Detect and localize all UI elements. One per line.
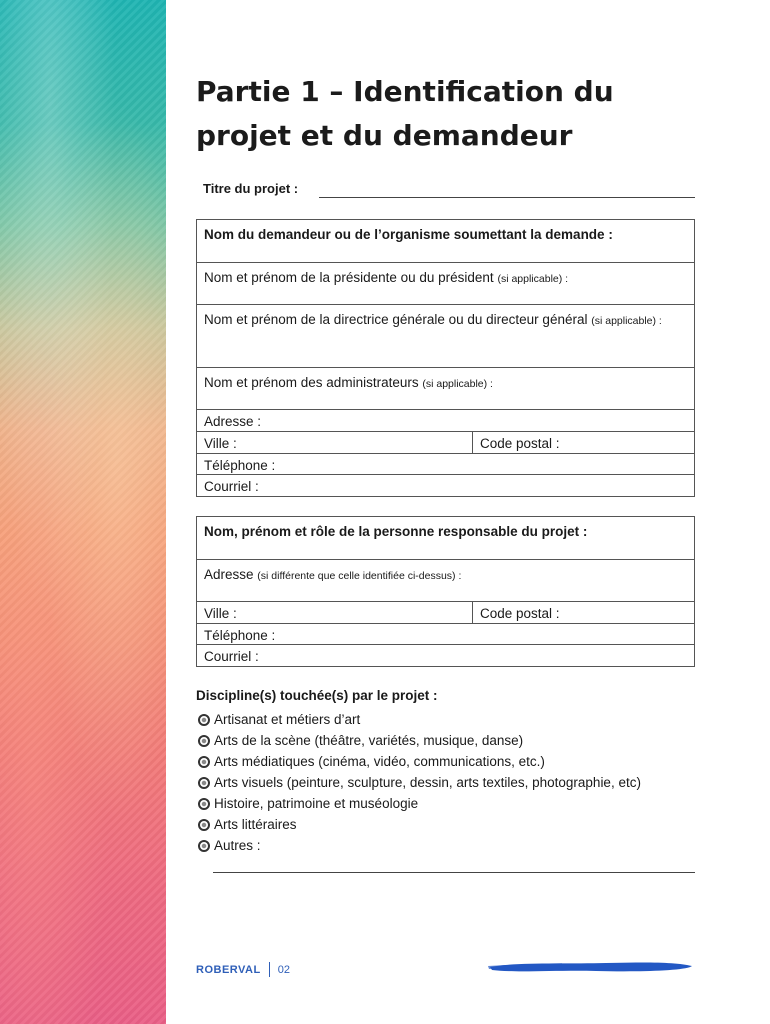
- manager-address-field[interactable]: [197, 560, 694, 602]
- address-field[interactable]: [197, 410, 694, 432]
- radio-button-icon[interactable]: [198, 840, 210, 852]
- discipline-label: Arts visuels (peinture, sculpture, dessin, arts textiles, photographie, etc): [214, 775, 641, 790]
- discipline-option[interactable]: [198, 730, 641, 751]
- project-title-label: Titre du projet :: [203, 181, 299, 196]
- manager-city-postal-row: [197, 602, 694, 624]
- discipline-option[interactable]: [198, 709, 641, 730]
- manager-email-label: Courriel :: [204, 649, 259, 664]
- applicant-info-table: [196, 219, 695, 497]
- manager-address-note: (si différente que celle identifiée ci-dessus) :: [257, 570, 462, 582]
- project-title-field[interactable]: [319, 197, 695, 198]
- page-number: 02: [277, 963, 290, 976]
- manager-phone-label: Téléphone :: [204, 628, 276, 643]
- radio-button-icon[interactable]: [198, 798, 210, 810]
- president-name-label: Nom et prénom de la présidente ou du président: [204, 270, 494, 285]
- manager-phone-field[interactable]: [197, 624, 694, 645]
- manager-email-field[interactable]: [197, 645, 694, 666]
- radio-button-icon[interactable]: [198, 819, 210, 831]
- radio-button-icon[interactable]: [198, 735, 210, 747]
- decorative-watercolor-panel: [0, 0, 166, 1024]
- administrators-label: Nom et prénom des administrateurs: [204, 375, 419, 390]
- project-manager-table: [196, 516, 695, 667]
- disciplines-title: Discipline(s) touchée(s) par le projet :: [196, 688, 438, 703]
- discipline-label: Histoire, patrimoine et muséologie: [214, 796, 419, 811]
- manager-name-field[interactable]: [197, 517, 694, 560]
- phone-field[interactable]: [197, 454, 694, 475]
- address-label: Adresse :: [204, 414, 262, 429]
- director-name-label: Nom et prénom de la directrice générale ou du directeur général: [204, 312, 588, 327]
- director-name-field[interactable]: [197, 305, 694, 368]
- discipline-option[interactable]: [198, 751, 641, 772]
- city-postal-row: [197, 432, 694, 454]
- project-title-row: [203, 180, 695, 200]
- discipline-label: Arts littéraires: [214, 817, 297, 832]
- director-note: (si applicable) :: [591, 315, 662, 327]
- organisation-name-label: Nom du demandeur ou de l’organisme soumettant la demande :: [204, 227, 613, 242]
- disciplines-list: [198, 709, 641, 856]
- email-field[interactable]: [197, 475, 694, 496]
- radio-button-icon[interactable]: [198, 777, 210, 789]
- email-label: Courriel :: [204, 479, 259, 494]
- other-discipline-field[interactable]: [213, 872, 695, 873]
- president-note: (si applicable) :: [497, 273, 569, 285]
- postal-code-label: Code postal :: [480, 436, 560, 451]
- discipline-option[interactable]: [198, 793, 641, 814]
- discipline-label: Arts médiatiques (cinéma, vidéo, communications, etc.): [214, 754, 545, 769]
- discipline-option[interactable]: [198, 772, 641, 793]
- brand-name: ROBERVAL: [196, 963, 261, 976]
- city-label: Ville :: [204, 436, 237, 451]
- page-title: Partie 1 – Identification du projet et du demandeur: [196, 75, 614, 152]
- manager-name-label: Nom, prénom et rôle de la personne responsable du projet :: [204, 524, 588, 539]
- postal-code-field[interactable]: [473, 432, 567, 453]
- manager-address-label: Adresse: [204, 567, 254, 582]
- page-footer: [196, 962, 290, 977]
- discipline-label: Artisanat et métiers d’art: [214, 712, 361, 727]
- administrators-note: (si applicable) :: [422, 378, 493, 390]
- discipline-label: Autres :: [214, 838, 261, 853]
- discipline-option-other[interactable]: [198, 835, 641, 856]
- phone-label: Téléphone :: [204, 458, 276, 473]
- discipline-option[interactable]: [198, 814, 641, 835]
- footer-divider: [269, 962, 270, 977]
- manager-postal-code-field[interactable]: [473, 602, 567, 623]
- manager-city-label: Ville :: [204, 606, 237, 621]
- administrators-field[interactable]: [197, 368, 694, 410]
- brush-stroke-decoration: [486, 958, 696, 976]
- manager-city-field[interactable]: [197, 602, 473, 623]
- manager-postal-code-label: Code postal :: [480, 606, 560, 621]
- city-field[interactable]: [197, 432, 473, 453]
- radio-button-icon[interactable]: [198, 714, 210, 726]
- president-name-field[interactable]: [197, 263, 694, 305]
- radio-button-icon[interactable]: [198, 756, 210, 768]
- organisation-name-field[interactable]: [197, 220, 694, 263]
- discipline-label: Arts de la scène (théâtre, variétés, musique, danse): [214, 733, 524, 748]
